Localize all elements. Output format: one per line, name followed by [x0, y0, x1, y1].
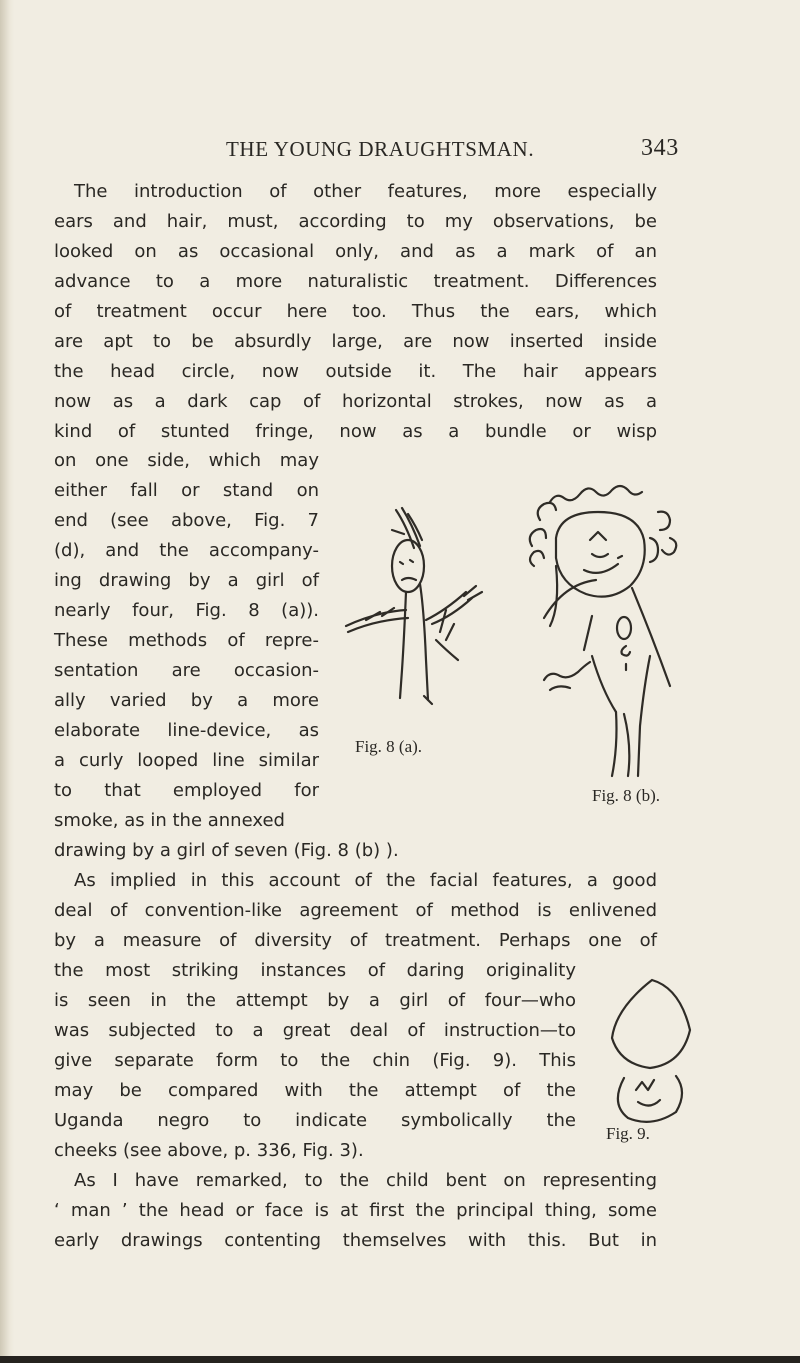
text-line: ‘ man ’ the head or face is at first the principal thing, some	[54, 1200, 657, 1221]
figure-9-drawing	[596, 968, 706, 1144]
text-line: The introduction of other features, more especially	[74, 181, 657, 202]
text-line: ally varied by a more	[54, 690, 319, 711]
text-line: ing drawing by a girl of	[54, 570, 319, 591]
text-line: now as a dark cap of horizontal strokes, now as a	[54, 391, 657, 412]
page-bottom-edge	[0, 1356, 800, 1363]
text-line: is seen in the attempt by a girl of four—who	[54, 990, 576, 1011]
text-line: As implied in this account of the facial features, a good	[74, 870, 657, 891]
text-line: kind of stunted fringe, now as a bundle or wisp	[54, 421, 657, 442]
text-line: of treatment occur here too. Thus the ears, which	[54, 301, 657, 322]
figure-8b-caption: Fig. 8 (b).	[592, 786, 660, 805]
text-line: the head circle, now outside it. The hair appears	[54, 361, 657, 382]
page-number: 343	[641, 135, 679, 161]
text-line: deal of convention-like agreement of method is enlivened	[54, 900, 657, 921]
text-line: end (see above, Fig. 7	[54, 510, 319, 531]
text-line: As I have remarked, to the child bent on representing	[74, 1170, 657, 1191]
figure-9-caption: Fig. 9.	[606, 1124, 650, 1143]
text-line: These methods of repre-	[54, 630, 319, 651]
figure-8a-caption: Fig. 8 (a).	[355, 737, 423, 756]
text-line: are apt to be absurdly large, are now inserted inside	[54, 331, 657, 352]
text-line: ears and hair, must, according to my observations, be	[54, 211, 657, 232]
text-line: (d), and the accompany-	[54, 540, 319, 561]
text-line: advance to a more naturalistic treatment. Differences	[54, 271, 657, 292]
text-line: Uganda negro to indicate symbolically the	[54, 1110, 576, 1131]
text-line: either fall or stand on	[54, 480, 319, 501]
text-line: on one side, which may	[54, 450, 319, 471]
text-line: looked on as occasional only, and as a mark of an	[54, 241, 657, 262]
text-line: by a measure of diversity of treatment. Perhaps one of	[54, 930, 657, 951]
text-line: drawing by a girl of seven (Fig. 8 (b) ).	[54, 840, 399, 861]
text-line: sentation are occasion-	[54, 660, 319, 681]
figure-8a-drawing	[336, 500, 506, 730]
text-line: smoke, as in the annexed	[54, 810, 285, 831]
running-head-title: THE YOUNG DRAUGHTSMAN.	[226, 137, 535, 161]
text-line: to that employed for	[54, 780, 319, 801]
text-line: was subjected to a great deal of instruction—to	[54, 1020, 576, 1041]
text-line: the most striking instances of daring originality	[54, 960, 576, 981]
text-line: cheeks (see above, p. 336, Fig. 3).	[54, 1140, 364, 1161]
text-line: elaborate line-device, as	[54, 720, 319, 741]
text-line: give separate form to the chin (Fig. 9). This	[54, 1050, 576, 1071]
text-line: a curly looped line similar	[54, 750, 319, 771]
text-line: nearly four, Fig. 8 (a)).	[54, 600, 319, 621]
text-line: early drawings contenting themselves with this. But in	[54, 1230, 657, 1251]
text-line: may be compared with the attempt of the	[54, 1080, 576, 1101]
figure-8b-drawing	[520, 476, 692, 786]
